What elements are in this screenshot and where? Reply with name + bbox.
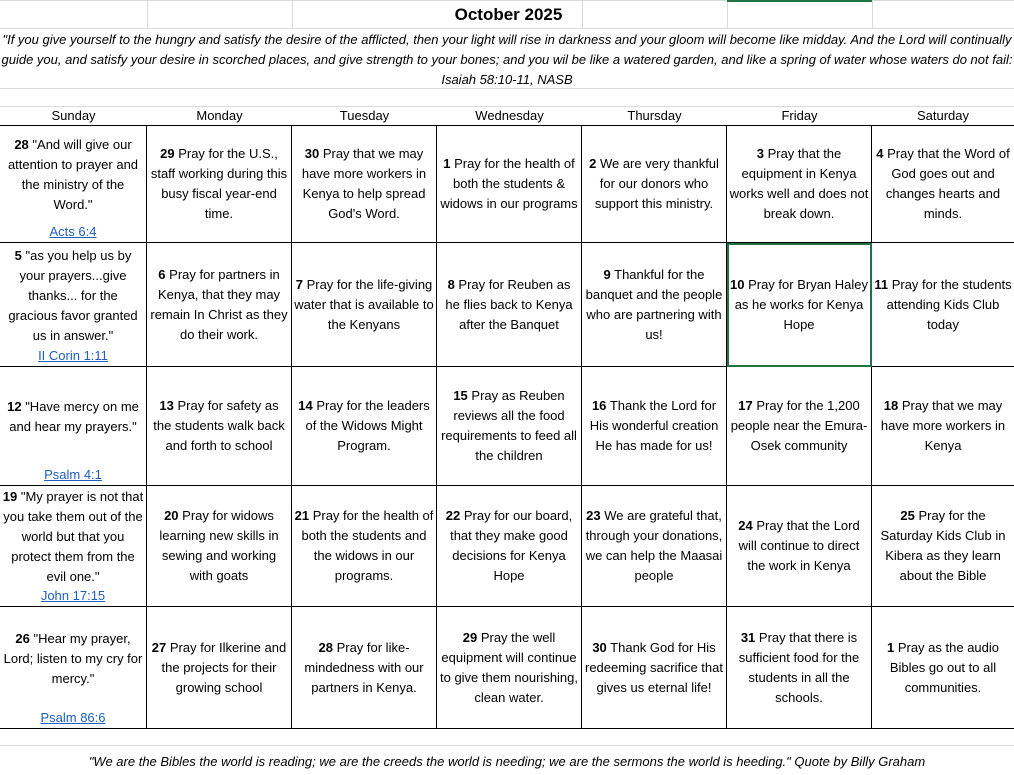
calendar-day-cell[interactable] xyxy=(437,126,582,243)
day-number: 19 xyxy=(2,489,18,504)
day-entry xyxy=(729,516,869,576)
day-entry xyxy=(294,506,434,586)
day-text: Pray for widows learning new skills in sewing and working with goats xyxy=(159,508,279,583)
day-number: 25 xyxy=(900,508,915,523)
calendar-day-cell[interactable] xyxy=(147,243,292,367)
day-text: Pray for the life-giving water that is available to the Kenyans xyxy=(294,276,434,332)
day-entry xyxy=(294,638,434,698)
day-entry xyxy=(584,154,724,214)
day-text: Pray as the audio Bibles go out to all communities. xyxy=(889,639,1000,695)
day-text: Pray for partners in Kenya, that they may remain In Christ as they do their work. xyxy=(150,266,288,342)
day-entry xyxy=(2,246,144,346)
day-entry xyxy=(584,506,724,586)
day-number: 13 xyxy=(159,398,174,413)
day-text: Pray for Reuben as he flies back to Kenya after the Banquet xyxy=(445,276,573,332)
day-number: 29 xyxy=(462,629,478,645)
day-entry xyxy=(439,275,579,335)
scripture-reference-link[interactable]: John 17:15 xyxy=(40,588,106,603)
day-text: Pray for Bryan Haley as he works for Kenya Hope xyxy=(734,276,869,332)
day-number: 4 xyxy=(876,146,884,161)
day-number: 1 xyxy=(443,156,451,171)
day-text: Thank God for His redeeming sacrifice that gives us eternal life! xyxy=(584,639,723,695)
day-text: "as you help us by your prayers...give thanks... for the gracious favor granted us in answer." xyxy=(8,247,138,343)
day-number: 5 xyxy=(14,247,22,263)
day-entry xyxy=(149,506,289,586)
day-text: Pray for the health of both the students and the widows in our programs. xyxy=(301,508,434,583)
day-entry xyxy=(294,144,434,224)
day-entry xyxy=(149,638,289,698)
day-number: 30 xyxy=(592,639,607,655)
day-number: 28 xyxy=(318,639,333,655)
day-text: Pray for like-mindedness with our partners in Kenya. xyxy=(304,639,424,695)
day-text: Pray that we may have more workers in Kenya to help spread God's Word. xyxy=(301,146,427,221)
calendar-day-cell[interactable] xyxy=(437,486,582,607)
day-entry xyxy=(149,265,289,345)
day-entry xyxy=(729,628,869,708)
day-entry xyxy=(584,396,724,456)
calendar-day-cell[interactable] xyxy=(727,486,872,607)
day-text: We are grateful that, through your donations, we can help the Maasai people xyxy=(585,508,723,583)
day-text: Pray the well equipment will continue to give them nourishing, clean water. xyxy=(439,629,579,705)
day-number: 16 xyxy=(591,398,607,413)
day-text: Pray for our board, that they make good decisions for Kenya Hope xyxy=(450,508,573,583)
day-number: 31 xyxy=(740,629,756,645)
day-text: Pray for the students attending Kids Club today xyxy=(886,276,1012,332)
day-entry xyxy=(584,638,724,698)
day-number: 2 xyxy=(589,156,597,171)
day-entry xyxy=(2,397,144,437)
calendar-day-cell[interactable] xyxy=(727,243,872,367)
calendar-day-cell[interactable] xyxy=(582,486,727,607)
day-entry xyxy=(729,396,869,456)
day-header-wednesday: Wednesday xyxy=(475,108,544,123)
calendar-grid xyxy=(0,125,1014,729)
calendar-day-cell[interactable] xyxy=(437,607,582,728)
day-number: 18 xyxy=(883,398,899,413)
header-verse: "If you give yourself to the hungry and satisfy the desire of the afflicted, then your light will rise in darkness and your gloom will become like midday. And the Lord will continually guide you, and satisfy your desire in scorched places, and give strength to your bones; and you wil be like a watered garden, and like a spring of water whose waters do not fail: Isaiah 58:10-11, NASB xyxy=(1,32,1013,87)
calendar-day-cell[interactable] xyxy=(0,486,147,607)
calendar-day-cell[interactable] xyxy=(292,486,437,607)
day-entry xyxy=(874,506,1012,586)
calendar-day-cell[interactable] xyxy=(872,126,1014,243)
day-number: 12 xyxy=(7,399,22,414)
day-number: 7 xyxy=(295,276,303,292)
calendar-day-cell[interactable] xyxy=(292,607,437,728)
day-entry xyxy=(439,154,579,214)
calendar-title: October 2025 xyxy=(454,5,563,24)
scripture-reference-link[interactable]: Psalm 86:6 xyxy=(40,710,106,725)
day-text: "Have mercy on me and hear my prayers." xyxy=(9,399,139,434)
day-entry xyxy=(439,628,579,708)
day-number: 30 xyxy=(304,146,320,161)
day-number: 9 xyxy=(603,266,611,282)
day-text: "And will give our attention to prayer and the ministry of the Word." xyxy=(7,137,139,212)
calendar-day-cell[interactable] xyxy=(147,126,292,243)
day-entry xyxy=(874,638,1012,698)
calendar-day-cell[interactable] xyxy=(147,486,292,607)
day-number: 10 xyxy=(729,276,745,292)
day-text: Pray that the Lord will continue to direct the work in Kenya xyxy=(738,518,860,573)
calendar-day-cell[interactable] xyxy=(727,607,872,728)
calendar-day-cell[interactable] xyxy=(292,126,437,243)
day-text: Pray that the Word of God goes out and changes hearts and minds. xyxy=(885,146,1010,221)
day-header-saturday: Saturday xyxy=(916,108,970,123)
day-number: 21 xyxy=(294,508,310,523)
calendar-day-cell[interactable] xyxy=(582,243,727,367)
day-entry xyxy=(439,506,579,586)
day-entry xyxy=(2,629,144,689)
calendar-day-cell[interactable] xyxy=(147,607,292,728)
calendar-day-cell[interactable] xyxy=(0,126,147,243)
day-number: 20 xyxy=(164,508,179,523)
calendar-day-cell[interactable] xyxy=(147,367,292,486)
calendar-day-cell[interactable] xyxy=(0,243,147,367)
footer-quote: "We are the Bibles the world is reading; we are the creeds the world is needing; we are the sermons the world is heeding." Quote by Billy Graham xyxy=(88,754,926,769)
day-number: 22 xyxy=(445,508,461,523)
calendar-day-cell[interactable] xyxy=(437,243,582,367)
calendar-day-cell[interactable] xyxy=(0,367,147,486)
scripture-reference-link[interactable]: Acts 6:4 xyxy=(49,224,97,239)
day-text: Thank the Lord for His wonderful creation He has made for us! xyxy=(589,398,719,453)
day-text: Pray that there is sufficient food for the students in all the schools. xyxy=(738,629,860,705)
day-header-friday: Friday xyxy=(781,108,818,123)
day-number: 23 xyxy=(586,508,601,523)
day-entry xyxy=(2,135,144,215)
day-number: 11 xyxy=(874,276,889,292)
day-header-tuesday: Tuesday xyxy=(339,108,390,123)
day-number: 6 xyxy=(158,266,166,282)
calendar-day-cell[interactable] xyxy=(872,607,1014,728)
calendar-day-cell[interactable] xyxy=(582,367,727,486)
calendar-day-cell[interactable] xyxy=(437,367,582,486)
day-number: 29 xyxy=(160,146,175,161)
calendar-day-cell[interactable] xyxy=(292,367,437,486)
day-header-sunday: Sunday xyxy=(51,108,96,123)
day-entry xyxy=(2,487,144,587)
calendar-day-cell[interactable] xyxy=(872,243,1014,367)
day-entry xyxy=(294,275,434,335)
calendar-day-cell[interactable] xyxy=(582,126,727,243)
scripture-reference-link[interactable]: II Corin 1:11 xyxy=(38,348,108,363)
calendar-day-cell[interactable] xyxy=(872,486,1014,607)
day-entry xyxy=(874,144,1012,224)
day-text: Pray for the leaders of the Widows Might Program. xyxy=(305,398,430,453)
day-number: 15 xyxy=(453,388,468,403)
day-text: "My prayer is not that you take them out of the world but that you protect them from the evil one." xyxy=(3,489,144,584)
day-number: 27 xyxy=(151,639,167,655)
day-number: 28 xyxy=(14,137,29,152)
day-text: "Hear my prayer, Lord; listen to my cry for mercy." xyxy=(3,630,143,686)
day-text: Pray that the equipment in Kenya works well and does not break down. xyxy=(729,146,869,221)
calendar-day-cell[interactable] xyxy=(292,243,437,367)
day-entry xyxy=(874,275,1012,335)
day-number: 14 xyxy=(298,398,313,413)
calendar-day-cell[interactable] xyxy=(727,126,872,243)
day-text: Pray for the health of both the students & widows in our programs xyxy=(440,156,578,211)
day-text: Pray for Ilkerine and the projects for their growing school xyxy=(161,639,287,695)
day-entry xyxy=(729,144,869,224)
calendar-day-cell[interactable] xyxy=(872,367,1014,486)
day-entry xyxy=(729,275,869,335)
day-text: Pray for the U.S., staff working during this busy fiscal year-end time. xyxy=(150,146,288,221)
day-number: 1 xyxy=(886,639,895,655)
day-entry xyxy=(294,396,434,456)
day-entry xyxy=(584,265,724,345)
calendar-day-cell[interactable] xyxy=(727,367,872,486)
day-number: 17 xyxy=(738,398,753,413)
day-text: Pray for the 1,200 people near the Emura-Osek community xyxy=(730,398,868,453)
scripture-reference-link[interactable]: Psalm 4:1 xyxy=(44,467,102,482)
day-number: 3 xyxy=(756,146,764,161)
day-header-thursday: Thursday xyxy=(627,108,682,123)
column-selection-indicator xyxy=(727,0,872,2)
calendar-day-cell[interactable] xyxy=(0,607,147,728)
day-number: 8 xyxy=(447,276,455,292)
day-text: Pray for the Saturday Kids Club in Kibera as they learn about the Bible xyxy=(880,508,1006,583)
day-entry xyxy=(439,386,579,466)
day-text: Pray that we may have more workers in Kenya xyxy=(880,398,1006,453)
day-text: We are very thankful for our donors who support this ministry. xyxy=(594,156,719,211)
day-entry xyxy=(149,396,289,456)
day-header-monday: Monday xyxy=(196,108,243,123)
day-text: Pray as Reuben reviews all the food requirements to feed all the children xyxy=(441,388,577,463)
day-entry xyxy=(149,144,289,224)
calendar-day-cell[interactable] xyxy=(582,607,727,728)
day-number: 24 xyxy=(738,518,753,533)
day-text: Pray for safety as the students walk back and forth to school xyxy=(153,398,285,453)
day-entry xyxy=(874,396,1012,456)
day-text: Thankful for the banquet and the people who are partnering with us! xyxy=(585,266,723,342)
day-number: 26 xyxy=(15,630,30,646)
